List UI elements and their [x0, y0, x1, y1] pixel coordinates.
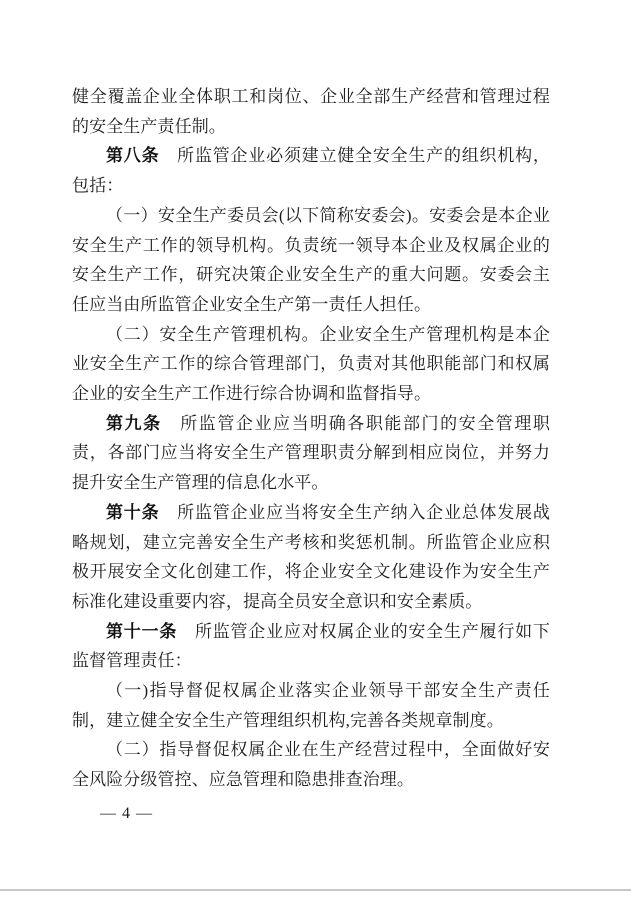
paragraph-text: （一)指导督促权属企业落实企业领导干部安全生产责任制，建立健全安全生产管理组织机构,完善各类规章制度。: [72, 681, 550, 730]
article-number: 第八条: [106, 146, 160, 166]
paragraph-text: 所监管企业应对权属企业的安全生产履行如下监督管理责任：: [72, 621, 550, 671]
paragraph: [72, 82, 550, 141]
article-number: 第十条: [106, 502, 160, 522]
page-body: [72, 82, 550, 795]
paragraph: [72, 617, 550, 676]
article-number: 第十一条: [106, 621, 178, 641]
paragraph-text: 所监管企业必须建立健全安全生产的组织机构，包括：: [72, 146, 550, 196]
paragraph: [72, 409, 550, 498]
paragraph: [72, 141, 550, 200]
page-number: — 4 —: [100, 805, 153, 822]
article-number: 第九条: [106, 413, 162, 433]
paragraph-text: 所监管企业应当将安全生产纳入企业总体发展战略规划，建立完善安全生产考核和奖惩机制。所监管企业应积极开展安全文化创建工作，将企业安全文化建设作为安全生产标准化建设重要内容，提高全员安全意识和安全素质。: [72, 502, 550, 611]
paragraph: [72, 201, 550, 320]
paragraph: [72, 676, 550, 735]
paragraph-text: 健全覆盖企业全体职工和岗位、企业全部生产经营和管理过程的安全生产责任制。: [72, 87, 550, 136]
page-bottom-separator: [0, 889, 631, 891]
paragraph-text: （一）安全生产委员会(以下简称安委会)。安委会是本企业安全生产工作的领导机构。负责统一领导本企业及权属企业的安全生产工作，研究决策企业安全生产的重大问题。安委会主任应当由所监管企业安全生产第一责任人担任。: [72, 205, 550, 314]
paragraph: [72, 498, 550, 617]
paragraph-text: 所监管企业应当明确各职能部门的安全管理职责，各部门应当将安全生产管理职责分解到相应岗位，并努力提升安全生产管理的信息化水平。: [72, 413, 550, 493]
paragraph-text: （二）安全生产管理机构。企业安全生产管理机构是本企业安全生产工作的综合管理部门，负责对其他职能部门和权属企业的安全生产工作进行综合协调和监督指导。: [72, 324, 550, 404]
paragraph: [72, 320, 550, 409]
paragraph-text: （二）指导督促权属企业在生产经营过程中，全面做好安全风险分级管控、应急管理和隐患排查治理。: [72, 740, 550, 790]
paragraph: [72, 735, 550, 794]
